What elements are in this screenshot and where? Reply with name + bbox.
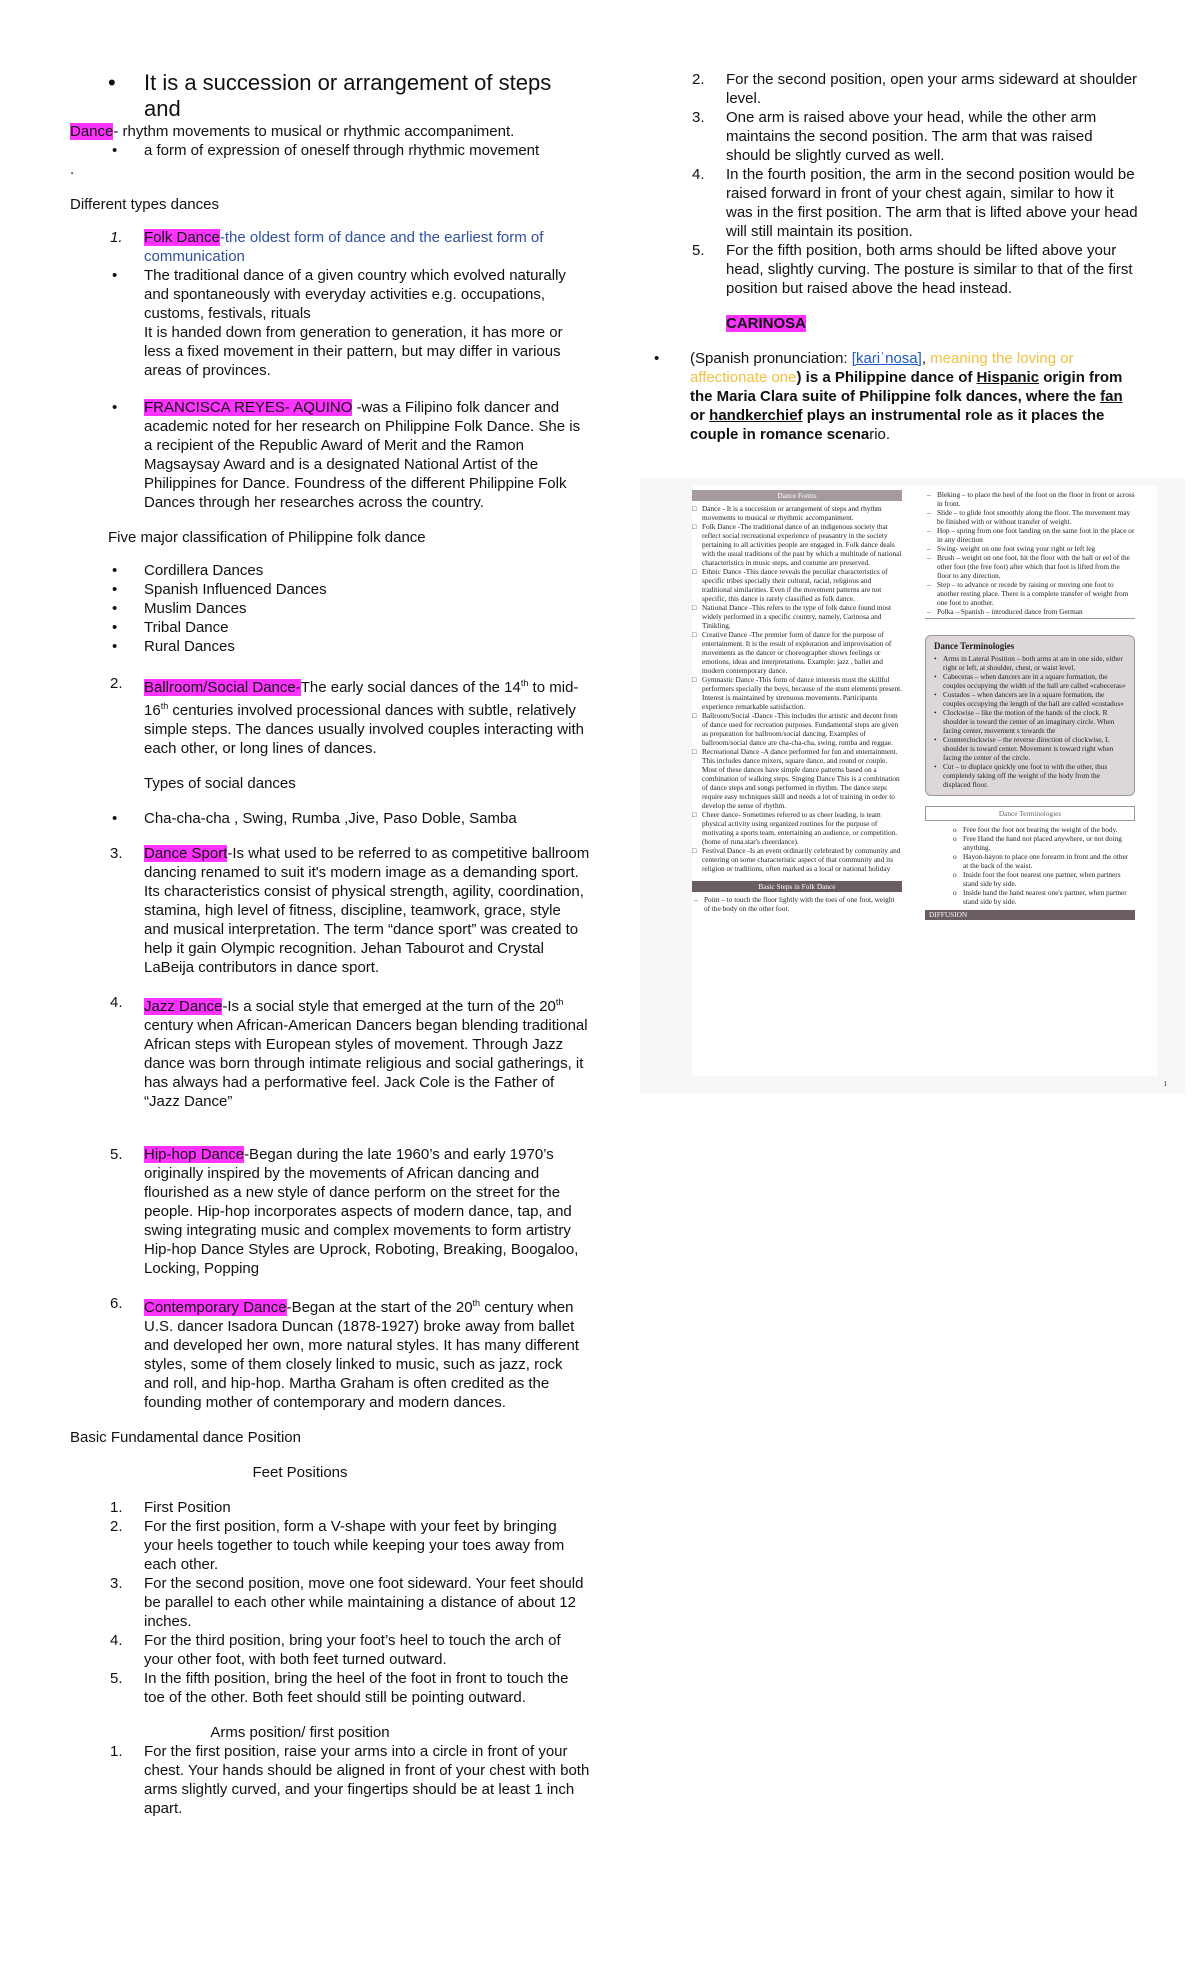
- carinosa-paragraph: • (Spanish pronunciation: [kaɾiˈnosa], meaning the loving or affectionate one) is a Philippine dance of Hispanic origin from the Maria Clara suite of Philippine folk dances, where the fan or handkerchief plays an instrumental role as it places the couple in romance scenario.: [654, 350, 1123, 443]
- dot: .: [70, 161, 75, 178]
- scan-item: □ Folk Dance -The traditional dance of an indigenous society that reflect social recreational experience of peasantry in the society pertaining to all activities people are engaged in. Folk dance deals with the usual traditions of the past by which a multitude of national characteristics in music steps, and costume are preserved.: [692, 522, 902, 567]
- fan-link[interactable]: fan: [1100, 388, 1123, 405]
- scan-item: □ Creative Dance -The premier form of dance for the purpose of entertainment. It is the result of exploration and improvisation of movements as the dancer or choreographer shows feelings or emotions, ideas and interpretations. Example: jazz , ballet and modern contemporary dance.: [692, 630, 902, 675]
- social-heading: Types of social dances: [144, 775, 296, 792]
- scanned-page-image: [640, 478, 1185, 1094]
- scan-item: □ Ethnic Dance -This dance reveals the peculiar characteristics of specific tribes specially their cultural, racial, religious and traditional similarities. Even if the movement patterns are not specific, this dance is rarely classified as folk dance.: [692, 567, 902, 603]
- five-list: [108, 561, 590, 656]
- basic-heading: Basic Fundamental dance Position: [70, 1429, 301, 1446]
- scan-item: • Costados – when dancers are in a square formation, the couples occupying the length of the hall are called «costados»: [934, 690, 1126, 708]
- scan-page-number: 1: [1163, 1079, 1167, 1088]
- contemporary-dance-term: Contemporary Dance: [144, 1299, 287, 1316]
- list-item: • Muslim Dances: [108, 599, 590, 618]
- scan-item: – Bleking – to place the heel of the foot on the floor in front or across in front.: [925, 490, 1135, 508]
- scan-item: • Clockwise – like the motion of the hands of the clock. R shoulder is toward the center of an imaginary circle. When facing center, movement s towards the: [934, 708, 1126, 735]
- scan-item: – Swing- weight on one foot swing your right or left leg: [925, 544, 1135, 553]
- list-item: • Cordillera Dances: [108, 561, 590, 580]
- list-item: • Spanish Influenced Dances: [108, 580, 590, 599]
- left-column: [70, 70, 590, 1818]
- hispanic-link[interactable]: Hispanic: [976, 369, 1040, 386]
- scan-item: • Cut – to displace quickly one foot to with the other, thus completely taking off the weight of the body from the displaced floor.: [934, 762, 1126, 789]
- scan-diffusion-bar: DIFFUSION: [925, 910, 1135, 920]
- scan-item: □ Recreational Dance -A dance performed for fun and entertainment. This includes dance mixers, square dance, and round or couple. Most of these dances have simple dance patterns based on a combination of walking steps. Singing Dance This is a combination of dance steps and songs performed in rhythm. The dance steps require easy techniques skill and needs a lot of training in order to develop the sense of rhythm.: [692, 747, 902, 810]
- ipa-link[interactable]: [kaɾiˈnosa]: [851, 350, 922, 367]
- scan-forms-title: Dance Forms: [692, 490, 902, 501]
- contemporary-dance-item: 6. Contemporary Dance-Began at the start of the 20th century when U.S. dancer Isadora Duncan (1878-1927) broke away from ballet and developed her own, more natural styles. It has many different styles, some of them closely linked to music, such as jazz, rock and roll, and hip-hop. Martha Graham is often credited as the founding mother of contemporary and modern dances.: [110, 1295, 579, 1411]
- aquino-item: • FRANCISCA REYES- AQUINO -was a Filipino folk dancer and academic noted for her research on Philippine Folk Dance. She is a recipient of the Republic Award of Merit and the Ramon Magsaysay Award and is a designated National Artist of the Philippines for Dance. Foundress of the different Philippine Folk Dances through her researches across the country.: [108, 398, 590, 512]
- social-list: • Cha-cha-cha , Swing, Rumba ,Jive, Paso Doble, Samba: [108, 809, 590, 828]
- aquino-term: FRANCISCA REYES- AQUINO: [144, 399, 353, 416]
- scan-item: o Free foot the foot not bearing the weight of the body.: [949, 825, 1135, 834]
- ballroom-term: Ballroom/Social Dance-: [144, 679, 301, 696]
- dance-definition-2: • a form of expression of oneself through rhythmic movement: [108, 141, 590, 160]
- scan-item: – Brush – weight on one foot, hit the floor with the ball or eel of the other foot (the free foot) after which that foot is lifted from the floor to any direction.: [925, 553, 1135, 580]
- scan-terms2-list: [949, 825, 1135, 906]
- dance-sport-term: Dance Sport: [144, 845, 228, 862]
- feet-heading: Feet Positions: [252, 1464, 348, 1481]
- scan-divider: [925, 618, 1135, 619]
- dance-definition: Dance- rhythm movements to musical or rhythmic accompaniment.: [70, 123, 515, 140]
- scan-item: o Hayon-hayon to place one forearm in front and the other at the back of the waist.: [949, 852, 1135, 870]
- hiphop-dance-item: 5. Hip-hop Dance-Began during the late 1960’s and early 1970’s originally inspired by the movements of African dancing and flourished as a new style of dance perform on the street for the people. Hip-hop incorporates aspects of modern dance, tap, and swing integrating music and complex movements to form artistry Hip-hop Dance Styles are Uprock, Roboting, Breaking, Boogaloo, Locking, Popping: [110, 1146, 579, 1277]
- scan-steps-title: Basic Steps in Folk Dance: [692, 881, 902, 892]
- scan-item: o Inside foot the foot nearest one partner, when partners stand side by side.: [949, 870, 1135, 888]
- types-heading: Different types dances: [70, 196, 219, 213]
- hiphop-dance-term: Hip-hop Dance: [144, 1146, 245, 1163]
- bullet-glyph: •: [654, 350, 660, 367]
- scan-right-column: [925, 490, 1135, 920]
- scan-item: • Cabeceras – when dancers are in a square formation, the couples occupying the width of the hall are called «cabeceras»: [934, 672, 1126, 690]
- scan-item: □ Ballroom/Social -Dance -This includes the artistic and decent from of dance used for recreation purposes. Fundamental steps are given as preparation for ballroom/social dancing. Examples of ballroom/social dance are cha-cha-cha, swing, rumba and reggae.: [692, 711, 902, 747]
- scan-item: – Point – to touch the floor lightly with the toes of one foot, weight of the body on the other foot.: [692, 895, 902, 913]
- list-item: 4. In the fourth position, the arm in the second position would be raised forward in front of your chest again, similar to how it was in the first position. The arm that is lifted above your head will still maintain its position.: [692, 166, 1138, 240]
- dance-sport-item: 3. Dance Sport-Is what used to be referred to as competitive ballroom dancing renamed to suit it's modern image as a demanding sport. Its characteristics consist of physical strength, agility, coordination, stamina, high level of fitness, discipline, teamwork, grace, style and musical interpretation. The term “dance sport” was created to help it gain Olympic recognition. Jehan Tabourot and Crystal LaBeija contributors in dance sport.: [110, 845, 590, 976]
- list-item: 1. First Position: [110, 1499, 231, 1516]
- list-item: 2. For the first position, form a V-shape with your feet by bringing your heels together to touch while keeping your toes away from each other.: [110, 1518, 565, 1573]
- five-heading: Five major classification of Philippine folk dance: [108, 529, 426, 546]
- list-item: 5. In the fifth position, bring the heel of the foot in front to touch the toe of the other. Both feet should still be pointing outward.: [110, 1670, 569, 1706]
- scan-item: – Polka – Spanish – introduced dance from German: [925, 607, 1135, 616]
- scan-terms-box: [925, 635, 1135, 796]
- jazz-dance-item: 4. Jazz Dance-Is a social style that emerged at the turn of the 20th century when African-American Dancers began blending traditional African steps with European styles of movement. Through Jazz dance was born through intimate religious and social gatherings, it has always had a performative feel. Jack Cole is the Father of “Jazz Dance”: [110, 994, 588, 1110]
- list-item: • Tribal Dance: [108, 618, 590, 637]
- folk-dance-bullet: • The traditional dance of a given country which evolved naturally and spontaneously with everyday activities e.g. occupations, customs, festivals, rituals It is handed down from generation to generation, it has more or less a fixed movement in their pattern, but may differ in various areas of provinces.: [108, 266, 590, 380]
- list-item: • Rural Dances: [108, 637, 590, 656]
- list-item: 3. For the second position, move one foot sideward. Your feet should be parallel to each other while maintaining a distance of about 12 inches.: [110, 1575, 584, 1630]
- list-item: 2. For the second position, open your arms sideward at shoulder level.: [692, 71, 1138, 107]
- folk-dance-item: 1. Folk Dance-the oldest form of dance and the earliest form of communication: [110, 229, 544, 265]
- scan-item: – Hop – spring from one foot landing on the same foot in the place or in any direction: [925, 526, 1135, 544]
- scan-item: – Slide – to glide foot smoothly along the floor. The movement may be finished with or without transfer of weight.: [925, 508, 1135, 526]
- scan-item: o Inside hand the hand nearest one's partner, when partner stand side by side.: [949, 888, 1135, 906]
- scan-item: □ Gymnastic Dance -This form of dance interests most the skillful performers specially the boys, because of the stunt elements present. Interest is maintained by strenuous movements. Participants experience remarkable satisfaction.: [692, 675, 902, 711]
- feet-list: [108, 1498, 590, 1707]
- arm-positions-list: [690, 70, 1140, 298]
- ballroom-item: 2. Ballroom/Social Dance-The early social dances of the 14th to mid-16th centuries involved processional dances with subtle, relatively simple steps. The dances usually involved couples interacting with each other, or long lines of dances.: [110, 675, 584, 757]
- scan-item: • Counterclockwise – the reverse direction of clockwise, L shoulder is toward center. Movement is toward right when facing the center of the circle.: [934, 735, 1126, 762]
- intro-bullet: • It is a succession or arrangement of steps and: [108, 70, 552, 121]
- folk-dance-term: Folk Dance: [144, 229, 220, 246]
- bullet-glyph: •: [108, 70, 116, 95]
- list-item: 3. One arm is raised above your head, while the other arm maintains the second position. The arm that was raised should be slightly curved as well.: [692, 109, 1097, 164]
- carinosa-title: CARINOSA: [726, 315, 807, 332]
- scan-terms-title: Dance Terminologies: [934, 641, 1015, 651]
- jazz-dance-term: Jazz Dance: [144, 998, 223, 1015]
- scan-left-column: [692, 490, 902, 913]
- right-column: [654, 70, 1140, 444]
- scan-item: o Free Hand the hand not placed anywhere, or not doing anything.: [949, 834, 1135, 852]
- handkerchief-link[interactable]: handkerchief: [709, 407, 803, 424]
- scan-item: □ Cheer dance- Sometimes referred to as cheer leading, is team physical activity using organized routines for the purpose of motivating a sports team, entertaining an audience, or competition. (home of runa.star's cheerdance).: [692, 810, 902, 846]
- scan-terms2-title: Dance Terminologies: [925, 806, 1135, 821]
- dance-term: Dance: [70, 123, 114, 140]
- arms-first-item: 1. For the first position, raise your arms into a circle in front of your chest. Your hands should be aligned in front of your chest with both arms slightly curved, and your fingertips should be at least 1 inch apart.: [110, 1743, 590, 1817]
- scan-item: □ National Dance -This refers to the type of folk dance found most widely performed in a specific country, namely, Carinosa and Tinikling.: [692, 603, 902, 630]
- scan-item: □ Dance - It is a succession or arrangement of steps and rhythm movements to musical or rhythmic accompaniment.: [692, 504, 902, 522]
- arms-heading: Arms position/ first position: [210, 1724, 390, 1741]
- scan-item: □ Festival Dance -Is an event ordinarily celebrated by community and centering on some characteristic aspect of that community and its religion or traditions, often marked as a local or national holiday: [692, 846, 902, 873]
- list-item: 5. For the fifth position, both arms should be lifted above your head, slightly curving. The posture is similar to that of the first position but raised above the head instead.: [692, 242, 1133, 297]
- list-item: 4. For the third position, bring your foot’s heel to touch the arch of your other foot, with both feet turned outward.: [110, 1632, 561, 1668]
- scan-item: – Step – to advance or recede by raising or moving one foot to another resting place. There is a complete transfer of weight from one foot to another.: [925, 580, 1135, 607]
- scan-item: • Arms in Lateral Position – both arms at are in one side, either right or left, at shoulder, chest, or waist level.: [934, 654, 1126, 672]
